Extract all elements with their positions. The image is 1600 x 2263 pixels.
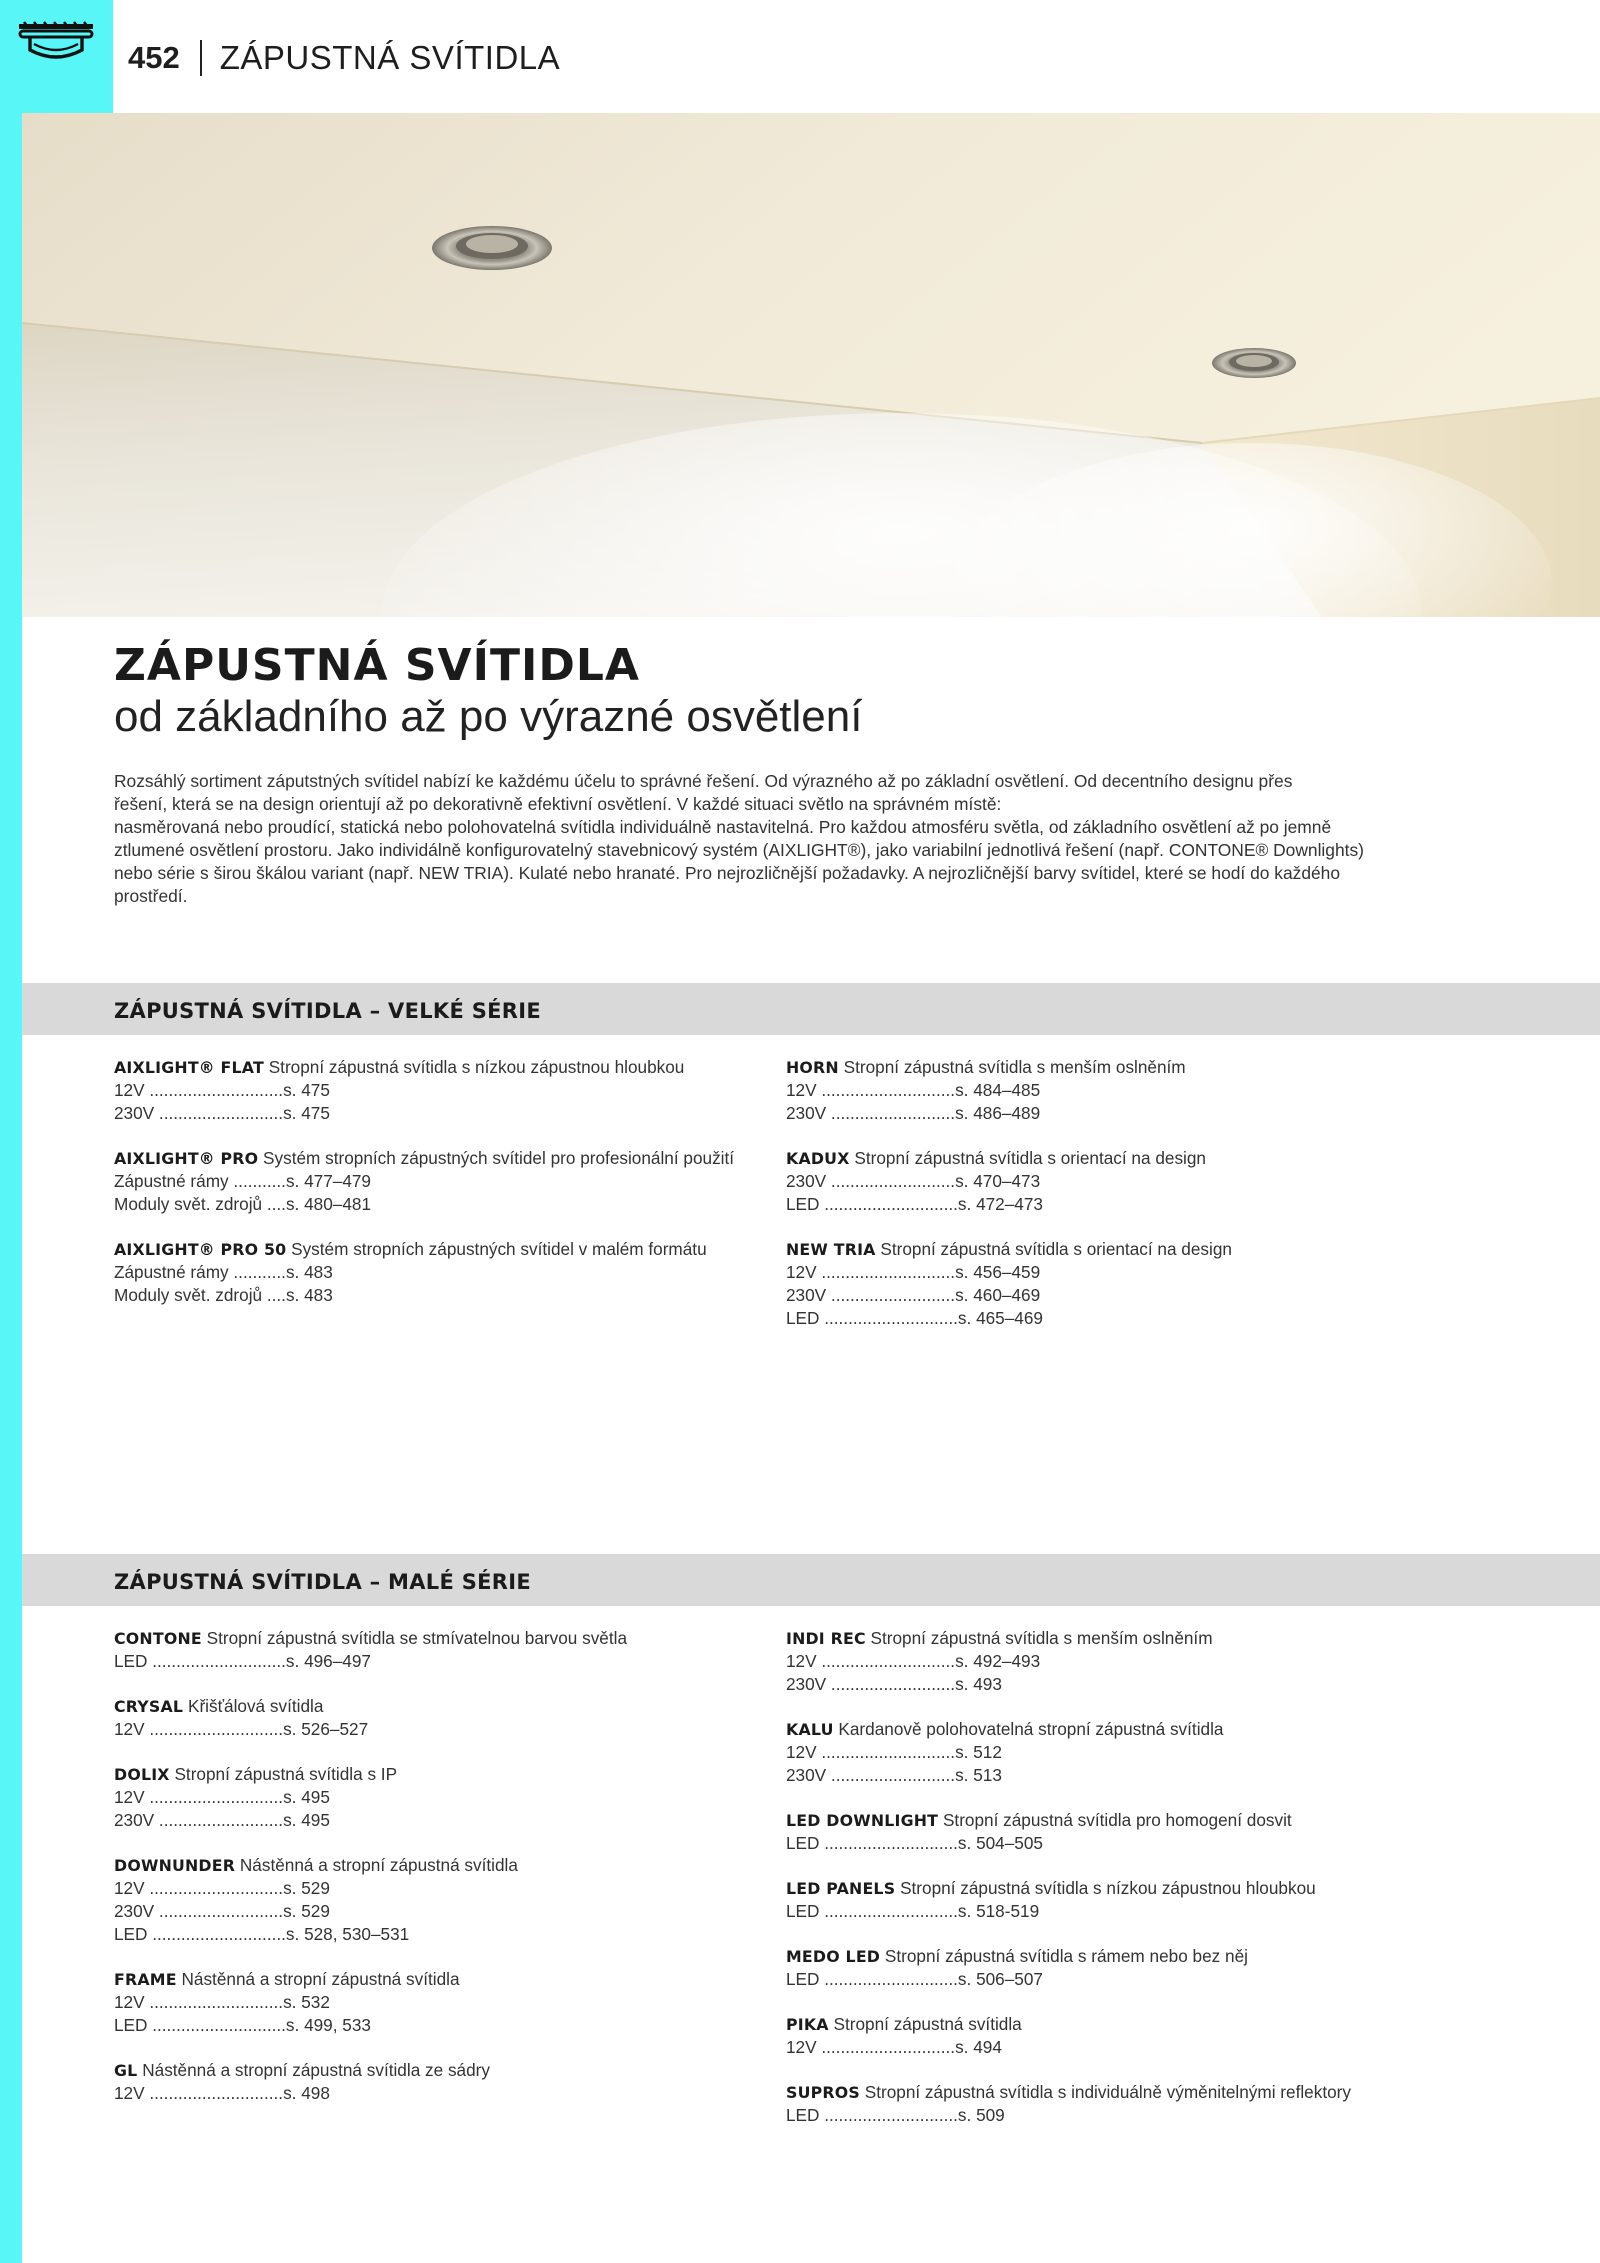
entry-heading [114,1763,794,1786]
series-description: Nástěnná a stropní zápustná svítidla [239,1855,518,1875]
header-divider [200,40,202,76]
recessed-light-icon [18,20,94,66]
series-description: Nástěnná a stropní zápustná svítidla ze sádry [142,2060,490,2080]
page-reference-row [114,1786,794,1809]
page-reference: s. 472–473 [957,1194,1043,1214]
intro-line: nebo série s širou škálou variant (např. NEW TRIA). Kulaté nebo hranaté. Pro nejrozličnější požadavky. A nejrozličnější barvy svítidel, které se hodí do každého [114,863,1341,883]
voltage-label: 230V .......................... [786,1171,956,1191]
series-name: INDI REC [786,1629,866,1648]
catalog-entry [786,1238,1466,1330]
series-description: Stropní zápustná svítidla s menším oslněním [870,1628,1213,1648]
series-name: FRAME [114,1970,177,1989]
series-description: Kardanově polohovatelná stropní zápustná svítidla [838,1719,1224,1739]
page-reference: s. 528, 530–531 [285,1924,410,1944]
page-reference: s. 529 [283,1901,330,1921]
intro-line: ztlumené osvětlení prostoru. Jako individálně konfigurovatelný stavebnicový systém (AIXLIGHT®), jako variabilní jednotlivá řešení (např. CONTONE® Downlights) [114,840,1364,860]
page-reference: s. 526–527 [283,1719,369,1739]
series-description: Systém stropních zápustných svítidel pro profesionální použití [263,1148,735,1168]
voltage-label: 230V .......................... [786,1765,956,1785]
page-reference: s. 470–473 [955,1171,1041,1191]
catalog-entry [114,1147,794,1216]
intro-line: řešení, která se na design orientují až po dekorativně efektivní osvětlení. V každé situaci světlo na správném místě: [114,794,1002,814]
page-reference-row [786,2036,1466,2059]
series-name: AIXLIGHT® PRO 50 [114,1240,287,1259]
big-series-left-column [114,1056,794,1329]
entry-heading [786,1877,1466,1900]
series-description: Stropní zápustná svítidla pro homogení dosvit [942,1810,1292,1830]
page-reference-row [114,1923,794,1946]
series-name: LED DOWNLIGHT [786,1811,939,1830]
small-series-header [22,1554,1600,1606]
page-reference-row [114,1079,794,1102]
entry-heading [786,2013,1466,2036]
voltage-label: LED ............................ [114,1651,286,1671]
series-name: CONTONE [114,1629,202,1648]
series-description: Stropní zápustná svítidla s individuálně výměnitelnými reflektory [864,2082,1351,2102]
small-series-right-column [786,1627,1466,2149]
catalog-entry [786,2081,1466,2127]
page-reference-row [786,1673,1466,1696]
voltage-label: 12V ............................ [786,1651,956,1671]
catalog-entry [114,1238,794,1307]
series-name: SUPROS [786,2083,860,2102]
catalog-entry [786,1147,1466,1216]
page-reference: s. 499, 533 [285,2015,371,2035]
big-series-right-column [786,1056,1466,1352]
entry-heading [786,1238,1466,1261]
voltage-label: 230V .......................... [114,1901,284,1921]
voltage-label: 12V ............................ [786,1262,956,1282]
voltage-label: 12V ............................ [786,2037,956,2057]
series-name: CRYSAL [114,1697,184,1716]
entry-heading [114,1056,794,1079]
entry-heading [114,1627,794,1650]
page-header [128,36,560,80]
voltage-label: LED ............................ [786,1833,958,1853]
voltage-label: 12V ............................ [114,1992,284,2012]
series-description: Stropní zápustná svítidla s menším oslněním [843,1057,1186,1077]
series-description: Stropní zápustná svítidla s IP [174,1764,398,1784]
entry-heading [786,2081,1466,2104]
page-reference-row [114,1102,794,1125]
page-reference: s. 512 [955,1742,1002,1762]
voltage-label: LED ............................ [786,1194,958,1214]
page-reference-row [786,1741,1466,1764]
page-reference-row [786,1284,1466,1307]
voltage-label: 230V .......................... [786,1285,956,1305]
ceiling-downlights-photo [22,113,1600,617]
big-series-title: ZÁPUSTNÁ SVÍTIDLA – VELKÉ SÉRIE [114,999,542,1023]
voltage-label: LED ............................ [114,1924,286,1944]
voltage-label: 12V ............................ [114,1080,284,1100]
page-reference-row [114,2014,794,2037]
voltage-label: 230V .......................... [786,1103,956,1123]
entry-heading [114,1695,794,1718]
series-name: KALU [786,1720,834,1739]
page-reference: s. 475 [283,1103,330,1123]
header-title: ZÁPUSTNÁ SVÍTIDLA [219,39,561,76]
page-reference-row [786,1968,1466,1991]
series-description: Stropní zápustná svítidla s orientací na design [854,1148,1206,1168]
series-description: Stropní zápustná svítidla s nízkou zápustnou hloubkou [268,1057,685,1077]
page-reference-row [786,1079,1466,1102]
catalog-entry [114,1627,794,1673]
page-reference: s. 456–459 [955,1262,1041,1282]
series-description: Stropní zápustná svítidla s nízkou zápustnou hloubkou [900,1878,1316,1898]
catalog-entry [114,1854,794,1946]
small-series-left-column [114,1627,794,2127]
voltage-label: 230V .......................... [114,1810,284,1830]
page-reference-row [786,1650,1466,1673]
page-reference: s. 498 [283,2083,330,2103]
catalog-entry [786,1627,1466,1696]
page-reference-row [114,2082,794,2105]
page-reference-row [114,1809,794,1832]
series-name: MEDO LED [786,1947,881,1966]
voltage-label: Moduly svět. zdrojů .... [114,1194,286,1214]
series-name: LED PANELS [786,1879,896,1898]
page-reference: s. 480–481 [285,1194,372,1214]
catalog-entry [786,1945,1466,1991]
page-reference-row [114,1650,794,1673]
entry-heading [786,1718,1466,1741]
series-name: NEW TRIA [786,1240,876,1259]
page-reference: s. 477–479 [285,1171,371,1191]
catalog-entry [786,1056,1466,1125]
entry-heading [786,1627,1466,1650]
voltage-label: LED ............................ [114,2015,286,2035]
series-description: Stropní zápustná svítidla s orientací na design [880,1239,1232,1259]
entry-heading [786,1945,1466,1968]
page-reference: s. 495 [283,1787,330,1807]
main-title: ZÁPUSTNÁ SVÍTIDLA [114,640,640,691]
page-reference: s. 483 [285,1285,333,1305]
page-reference-row [786,1261,1466,1284]
intro-line: prostředí. [114,886,188,906]
series-name: GL [114,2061,138,2080]
page-reference: s. 460–469 [955,1285,1041,1305]
intro-line: nasměrovaná nebo proudící, statická nebo polohovatelná svítidla individuálně nastavitelná. Pro každou atmosféru světla, od základního osvětlení až po jemně [114,817,1332,837]
entry-heading [114,1238,794,1261]
series-name: DOWNUNDER [114,1856,236,1875]
series-description: Křišťálová svítidla [187,1696,324,1716]
intro-line: Rozsáhlý sortiment záputstných svítidel nabízí ke každému účelu to správné řešení. Od výrazného až po základní osvětlení. Od decentního designu přes [114,771,1293,791]
page-number: 452 [128,40,180,75]
page-reference-row [786,1170,1466,1193]
series-name: DOLIX [114,1765,170,1784]
page-reference-row [114,1991,794,2014]
main-subtitle: od základního až po výrazné osvětlení [114,692,863,741]
catalog-entry [786,1809,1466,1855]
series-name: HORN [786,1058,839,1077]
series-name: AIXLIGHT® FLAT [114,1058,264,1077]
page-reference: s. 475 [283,1080,330,1100]
voltage-label: Zápustné rámy ........... [114,1171,286,1191]
big-series-header [22,983,1600,1035]
small-series-title: ZÁPUSTNÁ SVÍTIDLA – MALÉ SÉRIE [114,1570,532,1594]
page-reference-row [786,1900,1466,1923]
voltage-label: 230V .......................... [786,1674,956,1694]
series-description: Systém stropních zápustných svítidel v malém formátu [291,1239,707,1259]
page-reference: s. 509 [957,2105,1005,2125]
entry-heading [786,1147,1466,1170]
page-reference-row [786,1832,1466,1855]
page-reference: s. 484–485 [955,1080,1041,1100]
page-reference: s. 483 [285,1262,333,1282]
page-reference: s. 465–469 [957,1308,1043,1328]
page-reference-row [786,1764,1466,1787]
intro-section [114,640,1414,908]
page-reference-row [786,1193,1466,1216]
entry-heading [114,1147,794,1170]
page-reference-row [786,2104,1466,2127]
page-reference: s. 513 [955,1765,1002,1785]
page-reference: s. 495 [283,1810,330,1830]
page-reference: s. 504–505 [957,1833,1043,1853]
page-reference-row [114,1170,794,1193]
voltage-label: LED ............................ [786,2105,958,2125]
entry-heading [786,1056,1466,1079]
entry-heading [114,1968,794,1991]
voltage-label: 12V ............................ [114,2083,284,2103]
voltage-label: 12V ............................ [114,1878,284,1898]
series-name: PIKA [786,2015,829,2034]
catalog-entry [114,1763,794,1832]
voltage-label: LED ............................ [786,1308,958,1328]
voltage-label: 12V ............................ [786,1080,956,1100]
series-description: Stropní zápustná svítidla [833,2014,1022,2034]
page-reference-row [114,1718,794,1741]
page-reference-row [786,1102,1466,1125]
entry-heading [786,1809,1466,1832]
hero-image [22,113,1600,617]
voltage-label: LED ............................ [786,1901,958,1921]
entry-heading [114,1854,794,1877]
page-reference-row [786,1307,1466,1330]
voltage-label: LED ............................ [786,1969,958,1989]
page-reference-row [114,1193,794,1216]
page-reference-row [114,1900,794,1923]
page-reference-row [114,1284,794,1307]
catalog-entry [786,1877,1466,1923]
catalog-entry [786,2013,1466,2059]
page-reference: s. 494 [955,2037,1002,2057]
series-description: Nástěnná a stropní zápustná svítidla [181,1969,460,1989]
page-reference-row [114,1261,794,1284]
page-reference: s. 532 [283,1992,330,2012]
entry-heading [114,2059,794,2082]
catalog-entry [114,2059,794,2105]
catalog-entry [786,1718,1466,1787]
page-reference-row [114,1877,794,1900]
page-reference: s. 506–507 [957,1969,1043,1989]
catalog-entry [114,1695,794,1741]
page-reference: s. 496–497 [285,1651,371,1671]
page-reference: s. 493 [955,1674,1002,1694]
voltage-label: 230V .......................... [114,1103,284,1123]
series-description: Stropní zápustná svítidla se stmívatelnou barvou světla [206,1628,628,1648]
voltage-label: Zápustné rámy ........... [114,1262,286,1282]
catalog-entry [114,1968,794,2037]
voltage-label: 12V ............................ [786,1742,956,1762]
page-reference: s. 529 [283,1878,330,1898]
page-reference: s. 492–493 [955,1651,1041,1671]
voltage-label: Moduly svět. zdrojů .... [114,1285,286,1305]
series-name: KADUX [786,1149,850,1168]
accent-strip [0,0,22,2263]
voltage-label: 12V ............................ [114,1719,284,1739]
page-reference: s. 518-519 [957,1901,1040,1921]
section-logo [0,0,113,113]
catalog-entry [114,1056,794,1125]
series-name: AIXLIGHT® PRO [114,1149,259,1168]
series-description: Stropní zápustná svítidla s rámem nebo bez něj [884,1946,1248,1966]
voltage-label: 12V ............................ [114,1787,284,1807]
intro-paragraph [114,770,1414,908]
page-reference: s. 486–489 [955,1103,1041,1123]
